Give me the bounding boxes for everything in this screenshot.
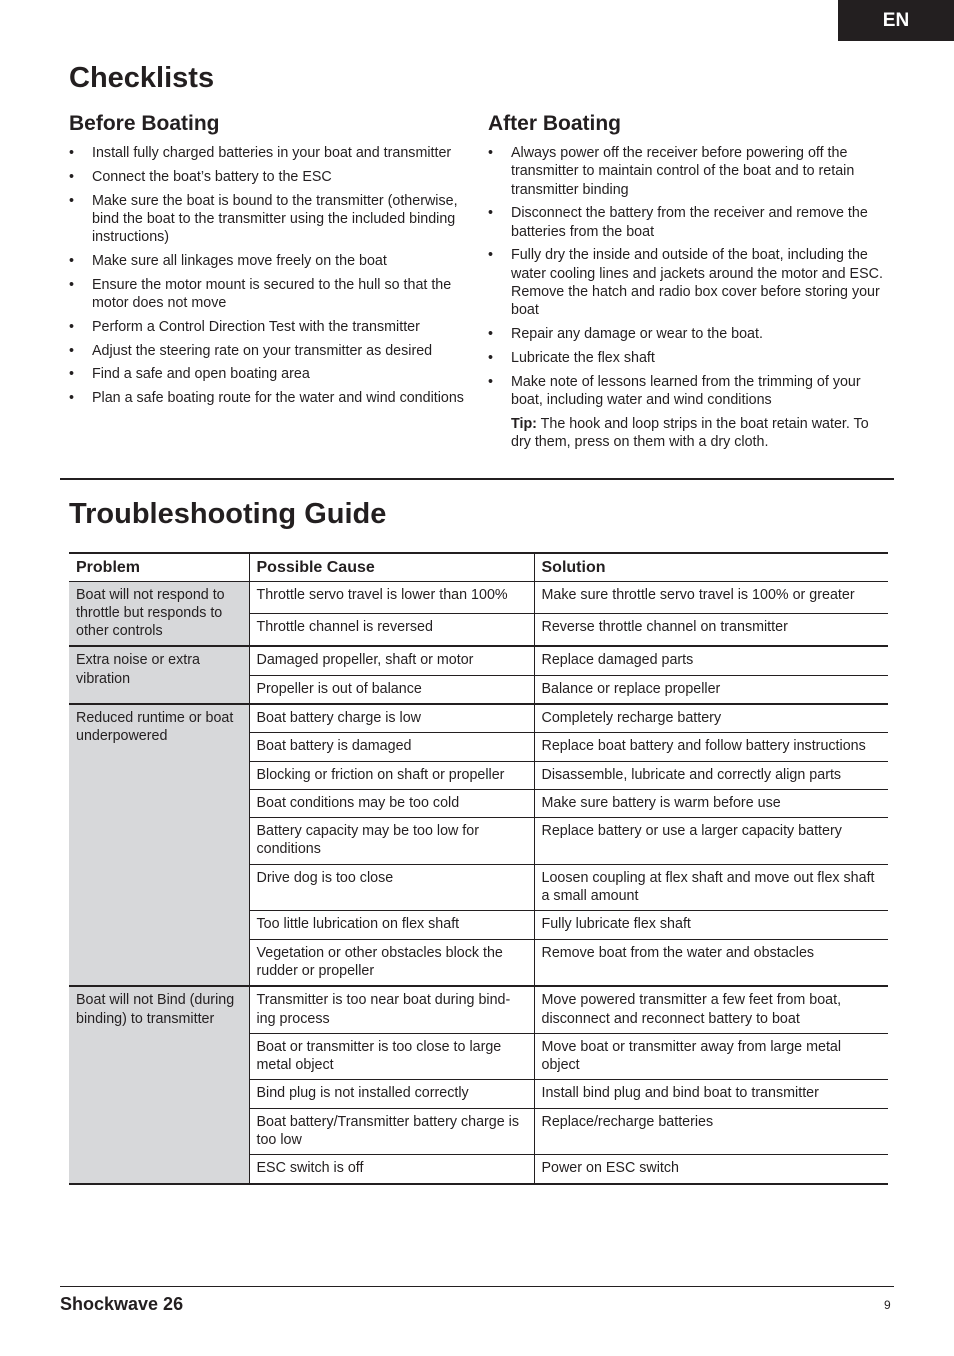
- solution-cell: Install bind plug and bind boat to transmitter: [534, 1080, 888, 1108]
- table-header-row: [69, 553, 888, 581]
- solution-cell: Power on ESC switch: [534, 1155, 888, 1184]
- cause-cell: Propeller is out of balance: [249, 675, 534, 704]
- checklists-title: Checklists: [69, 62, 215, 94]
- cause-cell: Boat battery charge is low: [249, 704, 534, 733]
- table-body: [69, 581, 888, 1184]
- solution-cell: Balance or replace propeller: [534, 675, 888, 704]
- table-row: [69, 646, 888, 675]
- solution-cell: Loosen coupling at flex shaft and move out flex shaft a small amount: [534, 864, 888, 911]
- cause-cell: Boat battery is damaged: [249, 733, 534, 761]
- header-solution: Solution: [534, 553, 888, 581]
- before-boating-list-item: • Make sure the boat is bound to the transmitter (otherwise, bind the boat to the transmitter using the included binding instructions): [69, 192, 469, 247]
- cause-cell: Damaged propeller, shaft or motor: [249, 646, 534, 675]
- cause-cell: Drive dog is too close: [249, 864, 534, 911]
- before-boating-list-item: • Make sure all linkages move freely on the boat: [69, 252, 469, 270]
- cause-cell: Boat conditions may be too cold: [249, 789, 534, 817]
- table-row: [69, 704, 888, 733]
- cause-cell: Battery capacity may be too low for conditions: [249, 818, 534, 865]
- after-boating-list-item: • Lubricate the flex shaft: [488, 349, 888, 367]
- table-row: [69, 581, 888, 613]
- before-boating-list-item: • Perform a Control Direction Test with the transmitter: [69, 318, 469, 336]
- troubleshooting-title: Troubleshooting Guide: [69, 498, 387, 530]
- language-tab: EN: [838, 0, 954, 41]
- solution-cell: Move boat or transmitter away from large metal object: [534, 1033, 888, 1080]
- footer-divider: [60, 1286, 894, 1287]
- before-boating-heading: Before Boating: [69, 112, 220, 135]
- problem-cell: Boat will not respond to throttle but responds to other controls: [69, 581, 249, 646]
- page-number: 9: [884, 1298, 891, 1312]
- cause-cell: Throttle servo travel is lower than 100%: [249, 581, 534, 613]
- solution-cell: Reverse throttle channel on transmitter: [534, 613, 888, 646]
- solution-cell: Replace damaged parts: [534, 646, 888, 675]
- solution-cell: Make sure throttle servo travel is 100% or greater: [534, 581, 888, 613]
- cause-cell: Transmitter is too near boat during bind-ing process: [249, 986, 534, 1033]
- before-boating-list-item: • Connect the boat’s battery to the ESC: [69, 168, 469, 186]
- cause-cell: Boat battery/Transmitter battery charge is too low: [249, 1108, 534, 1155]
- solution-cell: Disassemble, lubricate and correctly align parts: [534, 761, 888, 789]
- solution-cell: Replace boat battery and follow battery instructions: [534, 733, 888, 761]
- solution-cell: Completely recharge battery: [534, 704, 888, 733]
- table-row: [69, 986, 888, 1033]
- cause-cell: Too little lubrication on flex shaft: [249, 911, 534, 939]
- before-boating-list-item: • Plan a safe boating route for the water and wind conditions: [69, 389, 469, 407]
- solution-cell: Replace battery or use a larger capacity battery: [534, 818, 888, 865]
- tip-note: [488, 415, 888, 452]
- solution-cell: Replace/recharge batteries: [534, 1108, 888, 1155]
- problem-cell: Boat will not Bind (during binding) to transmitter: [69, 986, 249, 1183]
- problem-cell: Extra noise or extra vibration: [69, 646, 249, 704]
- header-problem: Problem: [69, 553, 249, 581]
- solution-cell: Remove boat from the water and obstacles: [534, 939, 888, 986]
- tip-text: The hook and loop strips in the boat retain water. To dry them, press on them with a dry cloth.: [511, 415, 869, 451]
- footer-product-name: Shockwave 26: [60, 1294, 184, 1314]
- solution-cell: Move powered transmitter a few feet from boat, disconnect and reconnect battery to boat: [534, 986, 888, 1033]
- after-boating-list-item: • Fully dry the inside and outside of the boat, including the water cooling lines and jackets around the motor and ESC. Remove the hatch and radio box cover before storing your boat: [488, 246, 888, 319]
- after-boating-list: [488, 144, 888, 409]
- before-boating-list: [69, 144, 469, 408]
- after-boating-list-item: • Make note of lessons learned from the trimming of your boat, including water and wind conditions: [488, 373, 888, 410]
- tip-label: Tip:: [511, 415, 537, 432]
- troubleshooting-table: [69, 552, 888, 1185]
- after-boating-heading: After Boating: [488, 112, 621, 135]
- after-boating-list-item: • Always power off the receiver before powering off the transmitter to maintain control of the boat and to retain transmitter binding: [488, 144, 888, 199]
- problem-cell: Reduced runtime or boat underpowered: [69, 704, 249, 986]
- solution-cell: Make sure battery is warm before use: [534, 789, 888, 817]
- before-boating-list-item: • Adjust the steering rate on your transmitter as desired: [69, 342, 469, 360]
- after-boating-list-item: • Repair any damage or wear to the boat.: [488, 325, 888, 343]
- cause-cell: ESC switch is off: [249, 1155, 534, 1184]
- before-boating-list-item: • Ensure the motor mount is secured to the hull so that the motor does not move: [69, 276, 469, 313]
- after-boating-section: [488, 112, 888, 451]
- after-boating-list-item: • Disconnect the battery from the receiver and remove the batteries from the boat: [488, 204, 888, 241]
- cause-cell: Throttle channel is reversed: [249, 613, 534, 646]
- solution-cell: Fully lubricate flex shaft: [534, 911, 888, 939]
- before-boating-section: [69, 112, 469, 413]
- cause-cell: Bind plug is not installed correctly: [249, 1080, 534, 1108]
- header-possible-cause: Possible Cause: [249, 553, 534, 581]
- before-boating-list-item: • Install fully charged batteries in your boat and transmitter: [69, 144, 469, 162]
- before-boating-list-item: • Find a safe and open boating area: [69, 365, 469, 383]
- cause-cell: Vegetation or other obstacles block the rudder or propeller: [249, 939, 534, 986]
- cause-cell: Blocking or friction on shaft or propeller: [249, 761, 534, 789]
- section-divider: [60, 478, 894, 480]
- cause-cell: Boat or transmitter is too close to large metal object: [249, 1033, 534, 1080]
